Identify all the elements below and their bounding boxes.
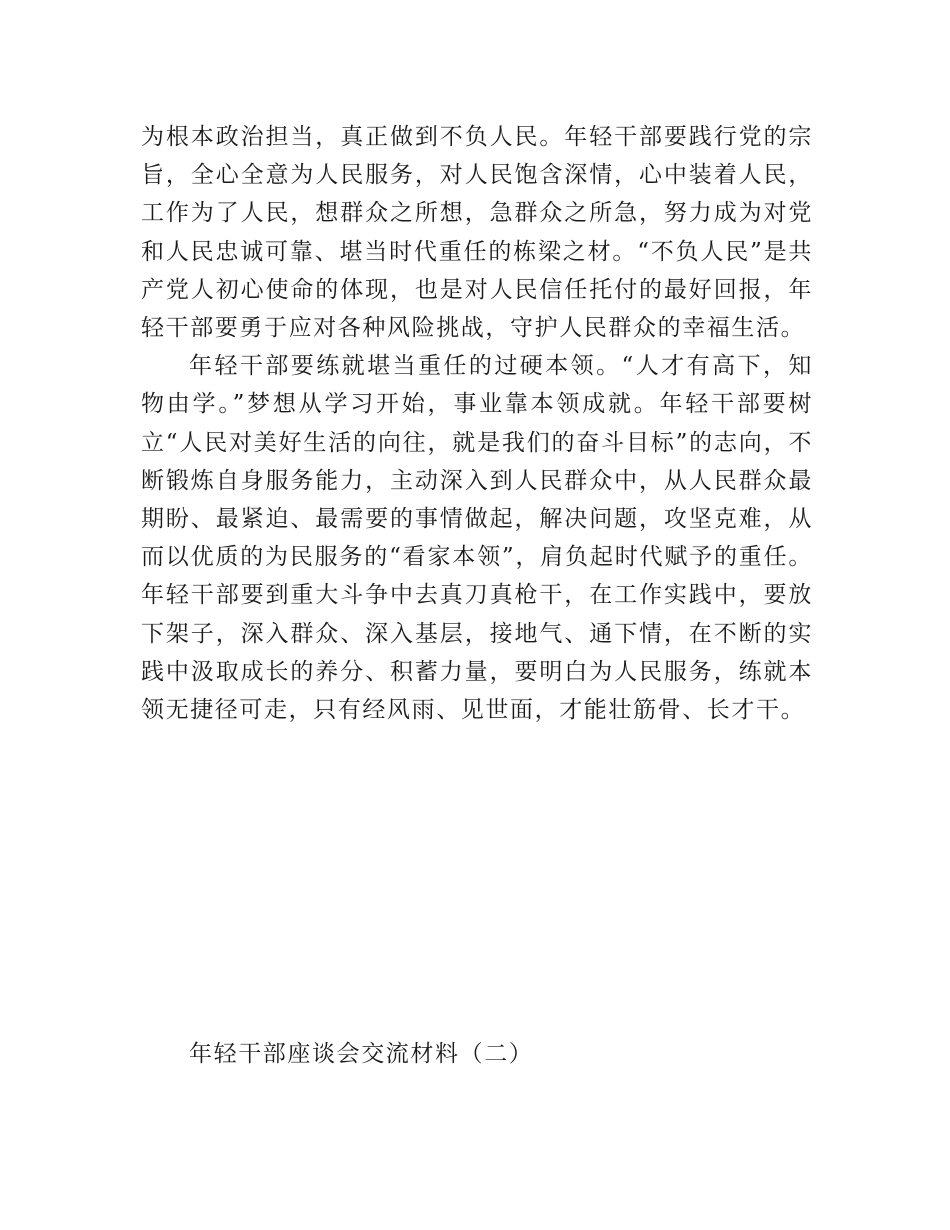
document-body bbox=[141, 118, 813, 729]
paragraph-continued: 为根本政治担当，真正做到不负人民。年轻干部要践行党的宗旨，全心全意为人民服务，对人民饱含深情，心中装着人民，工作为了人民，想群众之所想，急群众之所急，努力成为对党和人民忠诚可靠、堪当时代重任的栋梁之材。“不负人民”是共产党人初心使命的体现，也是对人民信任托付的最好回报，年轻干部要勇于应对各种风险挑战，守护人民群众的幸福生活。 bbox=[141, 124, 813, 342]
section-heading: 年轻干部座谈会交流材料（二） bbox=[189, 1041, 534, 1067]
paragraph-skills: 年轻干部要练就堪当重任的过硬本领。“人才有高下，知物由学。”梦想从学习开始，事业靠本领成就。年轻干部要树立“人民对美好生活的向往，就是我们的奋斗目标”的志向，不断锻炼自身服务能力，主动深入到人民群众中，从人民群众最期盼、最紧迫、最需要的事情做起，解决问题，攻坚克难，从而以优质的为民服务的“看家本领”，肩负起时代赋予的重任。年轻干部要到重大斗争中去真刀真枪干，在工作实践中，要放下架子，深入群众、深入基层，接地气、通下情，在不断的实践中汲取成长的养分、积蓄力量，要明白为人民服务，练就本领无捷径可走，只有经风雨、见世面，才能壮筋骨、长才干。 bbox=[141, 353, 813, 724]
